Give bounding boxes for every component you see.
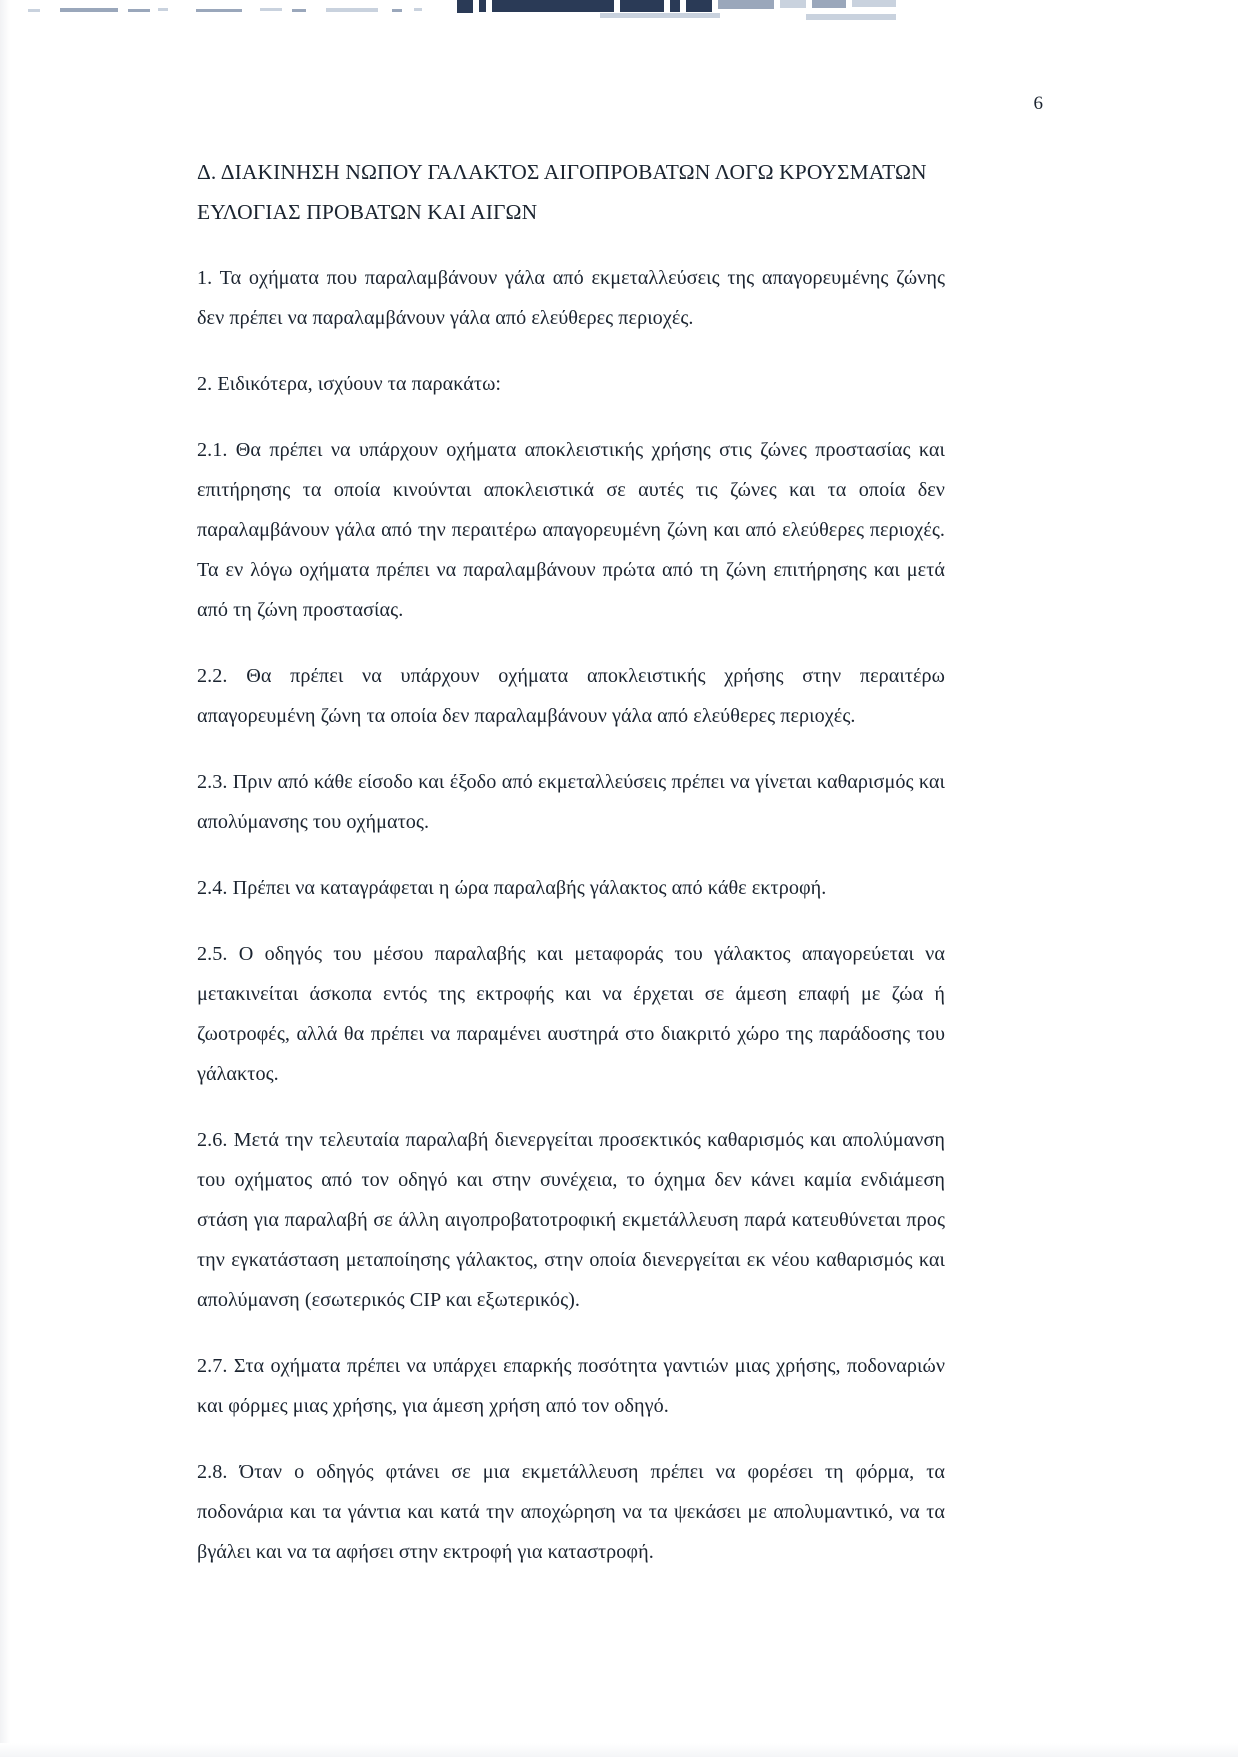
- scan-noise-band: [0, 0, 1238, 22]
- paragraph-2-2: 2.2. Θα πρέπει να υπάρχουν οχήματα αποκλειστικής χρήσης στην περαιτέρω απαγορευμένη ζώνη τα οποία δεν παραλαμβάνουν γάλα από ελεύθερες περιοχές.: [197, 665, 945, 727]
- paragraph-1: 1. Τα οχήματα που παραλαμβάνουν γάλα από εκμεταλλεύσεις της απαγορευμένης ζώνης δεν πρέπει να παραλαμβάνουν γάλα από ελεύθερες περιοχές.: [197, 267, 945, 329]
- paragraph-2-3: 2.3. Πριν από κάθε είσοδο και έξοδο από εκμεταλλεύσεις πρέπει να γίνεται καθαρισμός και απολύμανσης του οχήματος.: [197, 771, 945, 833]
- paragraph-2-5: 2.5. Ο οδηγός του μέσου παραλαβής και μεταφοράς του γάλακτος απαγορεύεται να μετακινείται άσκοπα εντός της εκτροφής και να έρχεται σε άμεση επαφή με ζώα ή ζωοτροφές, αλλά θα πρέπει να παραμένει αυστηρά στο διακριτό χώρο της παράδοσης του γάλακτος.: [197, 943, 945, 1085]
- document-body: [197, 152, 945, 1572]
- document-title: Δ. ΔΙΑΚΙΝΗΣΗ ΝΩΠΟΥ ΓΑΛΑΚΤΟΣ ΑΙΓΟΠΡΟΒΑΤΩΝ ΛΟΓΩ ΚΡΟΥΣΜΑΤΩΝ ΕΥΛΟΓΙΑΣ ΠΡΟΒΑΤΩΝ ΚΑΙ ΑΙΓΩΝ: [197, 160, 927, 224]
- page-bottom-edge-shadow: [0, 1743, 1238, 1757]
- paragraph-2-6: 2.6. Μετά την τελευταία παραλαβή διενεργείται προσεκτικός καθαρισμός και απολύμανση του οχήματος από τον οδηγό και στην συνέχεια, το όχημα δεν κάνει καμία ενδιάμεση στάση για παραλαβή σε άλλη αιγοπροβατοτροφική εκμετάλλευση παρά κατευθύνεται προς την εγκατάσταση μεταποίησης γάλακτος, στην οποία διενεργείται εκ νέου καθαρισμός και απολύμανση (εσωτερικός CIP και εξωτερικός).: [197, 1129, 945, 1311]
- paragraph-2-4: 2.4. Πρέπει να καταγράφεται η ώρα παραλαβής γάλακτος από κάθε εκτροφή.: [197, 877, 827, 899]
- paragraph-2: 2. Ειδικότερα, ισχύουν τα παρακάτω:: [197, 373, 502, 395]
- paragraph-2-7: 2.7. Στα οχήματα πρέπει να υπάρχει επαρκής ποσότητα γαντιών μιας χρήσης, ποδοναριών και φόρμες μιας χρήσης, για άμεση χρήση από τον οδηγό.: [197, 1355, 945, 1417]
- paragraph-2-8: 2.8. Όταν ο οδηγός φτάνει σε μια εκμετάλλευση πρέπει να φορέσει τη φόρμα, τα ποδονάρια και τα γάντια και κατά την αποχώρηση να τα ψεκάσει με απολυμαντικό, να τα βγάλει και να τα αφήσει στην εκτροφή για καταστροφή.: [197, 1461, 945, 1563]
- paragraph-2-1: 2.1. Θα πρέπει να υπάρχουν οχήματα αποκλειστικής χρήσης στις ζώνες προστασίας και επιτήρησης τα οποία κινούνται αποκλειστικά σε αυτές τις ζώνες και τα οποία δεν παραλαμβάνουν γάλα από την περαιτέρω απαγορευμένη ζώνη και από ελεύθερες περιοχές. Τα εν λόγω οχήματα πρέπει να παραλαμβάνουν πρώτα από τη ζώνη επιτήρησης και μετά από τη ζώνη προστασίας.: [197, 439, 945, 621]
- page-number: 6: [1033, 93, 1043, 114]
- page-left-edge-shadow: [0, 0, 10, 1757]
